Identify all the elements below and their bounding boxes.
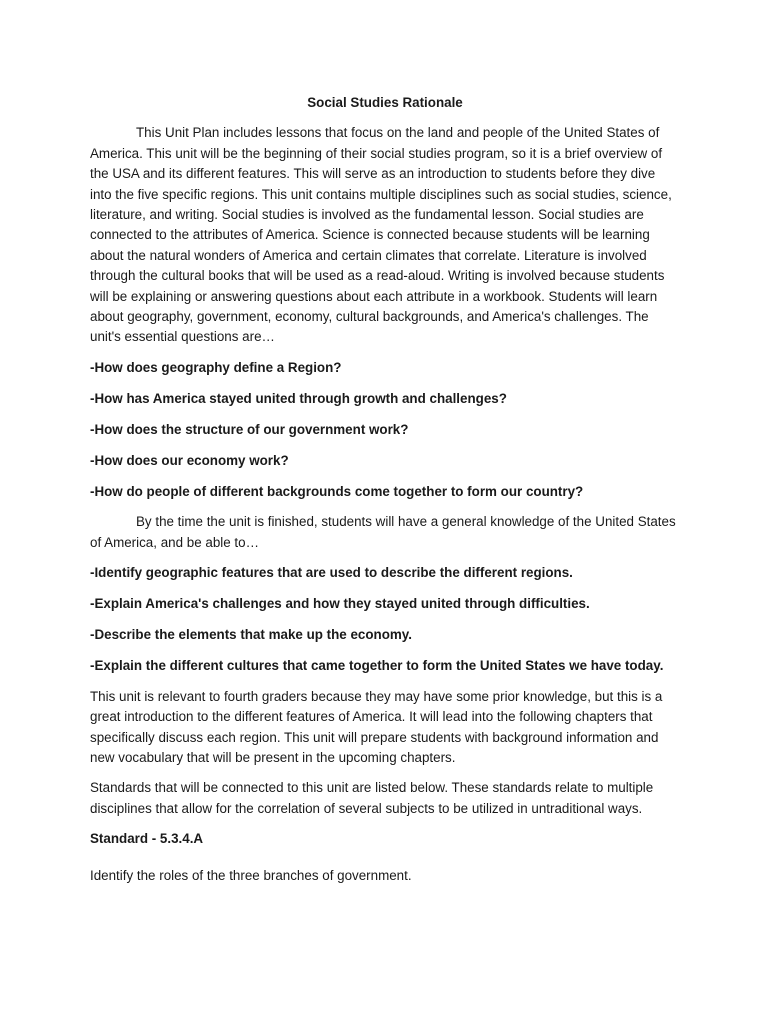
learning-outcome: -Explain the different cultures that came together to form the United States we have today.: [90, 657, 664, 673]
learning-outcome: -Identify geographic features that are used to describe the different regions.: [90, 565, 573, 581]
learning-outcome: -Explain America's challenges and how they stayed united through difficulties.: [90, 596, 590, 612]
essential-question: -How do people of different backgrounds come together to form our country?: [90, 483, 584, 499]
document-title: Social Studies Rationale: [307, 95, 463, 110]
essential-question: -How does our economy work?: [90, 452, 289, 468]
standard-text: Identify the roles of the three branches of government.: [90, 867, 412, 883]
document-body: [90, 93, 680, 886]
essential-question: -How has America stayed united through growth and challenges?: [90, 390, 507, 406]
outcomes-intro-paragraph: By the time the unit is finished, students will have a general knowledge of the United States of America, and be able to…: [90, 514, 676, 550]
learning-outcome: -Describe the elements that make up the economy.: [90, 627, 412, 643]
essential-question: -How does geography define a Region?: [90, 359, 342, 375]
essential-question: -How does the structure of our government work?: [90, 421, 409, 437]
standard-heading: Standard - 5.3.4.A: [90, 831, 204, 847]
intro-paragraph: This Unit Plan includes lessons that focus on the land and people of the United States of America. This unit will be the beginning of their social studies program, so it is a brief overview of the USA and its different features. This will serve as an introduction to students before they dive into the five specific regions. This unit contains multiple disciplines such as social studies, science, literature, and writing. Social studies is involved as the fundamental lesson. Social studies are connected to the attributes of America. Science is connected because students will be learning about the natural wonders of America and certain climates that correlate. Literature is involved through the cultural books that will be used as a read-aloud. Writing is involved because students will be explaining or answering questions about each attribute in a workbook. Students will learn about geography, government, economy, cultural backgrounds, and America's challenges. The unit's essential questions are…: [90, 125, 672, 345]
relevance-paragraph: This unit is relevant to fourth graders because they may have some prior knowledge, but this is a great introduction to the different features of America. It will lead into the following chapters that specifically discuss each region. This unit will prepare students with background information and new vocabulary that will be present in the upcoming chapters.: [90, 688, 663, 766]
standards-paragraph: Standards that will be connected to this unit are listed below. These standards relate to multiple disciplines that allow for the correlation of several subjects to be utilized in untraditional ways.: [90, 780, 654, 816]
